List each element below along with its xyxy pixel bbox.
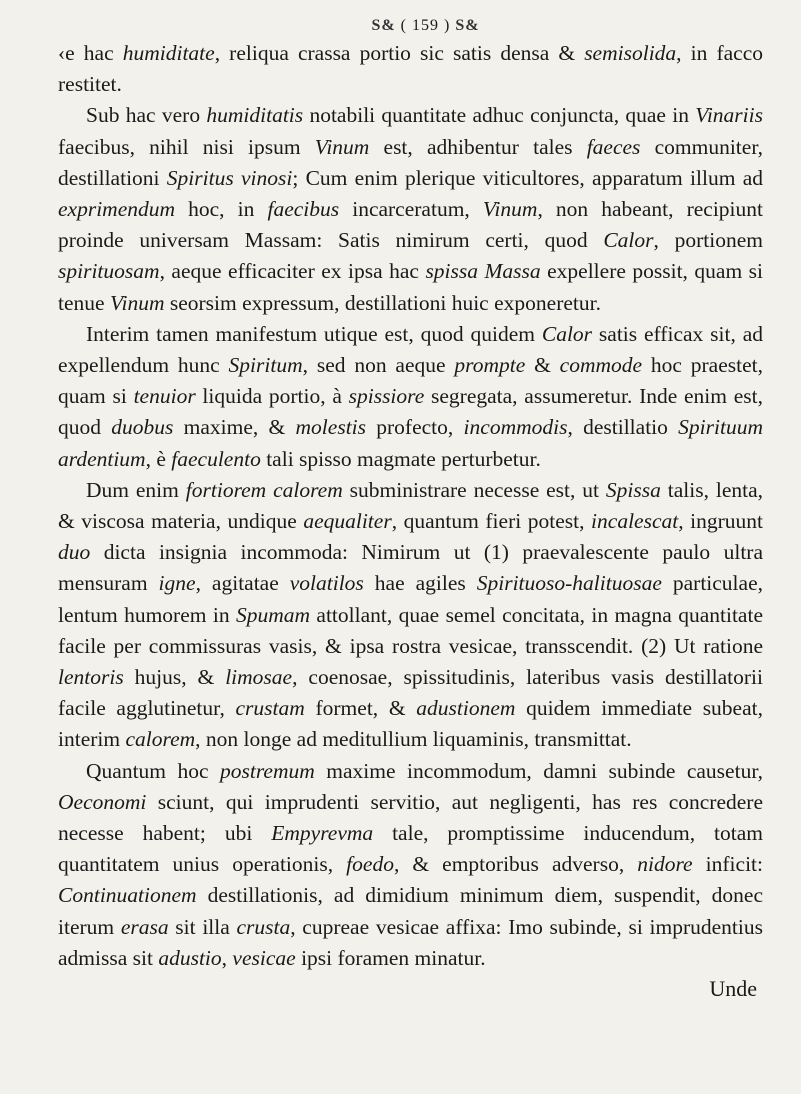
text-run: Dum enim bbox=[86, 477, 186, 502]
text-run: seorsim expressum, destillationi huic exponeretur. bbox=[164, 290, 601, 315]
italic-term: Calor bbox=[603, 228, 654, 253]
header-ornament-left: S& bbox=[371, 17, 396, 34]
italic-term: lentoris bbox=[58, 665, 124, 690]
text-run: tale, promptissime inducendum, totam quantitatem unius operationis, bbox=[58, 821, 763, 877]
text-run: , quantum fieri potest, bbox=[391, 509, 592, 534]
text-run: notabili quantitate adhuc conjuncta, quae in bbox=[303, 103, 696, 128]
text-run: destillationis, ad dimidium minimum diem, suspendit, donec iterum bbox=[58, 883, 763, 939]
italic-term: humiditate bbox=[122, 41, 215, 65]
text-run: profecto, bbox=[366, 415, 464, 440]
italic-term: Vinum bbox=[314, 134, 370, 159]
italic-term: molestis bbox=[295, 415, 367, 440]
text-run: , & emptoribus adverso, bbox=[393, 852, 638, 877]
italic-term: Spirituoso-halituosae bbox=[476, 571, 662, 596]
italic-term: Spirituum ardentium bbox=[58, 415, 763, 471]
italic-term: humiditatis bbox=[206, 103, 304, 128]
paragraph bbox=[58, 38, 763, 100]
italic-term: Spiritus vinosi bbox=[166, 165, 293, 190]
text-run: maxime, & bbox=[173, 415, 296, 440]
text-run: segregata, assumeretur. Inde enim est, quod bbox=[58, 384, 763, 440]
text-run: formet, & bbox=[304, 696, 417, 721]
italic-term: exprimendum bbox=[58, 197, 176, 222]
italic-term: igne bbox=[158, 571, 196, 596]
body-text bbox=[58, 38, 763, 974]
italic-term: Vinum bbox=[109, 290, 165, 315]
text-run: communiter, destillationi bbox=[58, 134, 763, 190]
text-run: , in facco restitet. bbox=[58, 41, 763, 97]
italic-term: calorem bbox=[125, 727, 196, 752]
text-run: , sed non aeque bbox=[302, 353, 455, 378]
text-run: , non longe ad meditullium liquaminis, transmittat. bbox=[195, 727, 632, 752]
text-run: hoc, in bbox=[175, 197, 268, 222]
page-header bbox=[88, 14, 763, 38]
italic-term: Calor bbox=[541, 321, 593, 346]
italic-term: spissa Massa bbox=[425, 259, 541, 284]
text-run: incarceratum, bbox=[339, 197, 483, 222]
text-run: Quantum hoc bbox=[86, 758, 221, 783]
italic-term: commode bbox=[559, 353, 643, 378]
text-run: , portionem bbox=[653, 228, 763, 253]
italic-term: crusta bbox=[236, 914, 291, 939]
text-run: faecibus, nihil nisi ipsum bbox=[58, 134, 315, 159]
catchword: Unde bbox=[709, 976, 757, 1002]
text-run: sciunt, qui imprudenti servitio, aut negligenti, has res concredere necesse habent; ubi bbox=[58, 789, 763, 846]
text-run: liquida portio, à bbox=[195, 384, 349, 409]
italic-term: volatilos bbox=[289, 571, 364, 596]
text-run: quidem immediate subeat, interim bbox=[58, 696, 763, 752]
text-run: hujus, & bbox=[123, 665, 226, 690]
italic-term: prompte bbox=[454, 353, 526, 378]
italic-term: incommodis bbox=[463, 415, 568, 440]
text-run: , bbox=[221, 945, 233, 970]
italic-term: adustionem bbox=[416, 696, 516, 721]
text-run: hoc praestet, quam si bbox=[58, 353, 763, 409]
text-run: , non habeant, recipiunt proinde universam Massam: Satis nimirum certi, quod bbox=[58, 197, 763, 253]
text-run: Sub hac vero bbox=[86, 103, 207, 128]
italic-term: Vinariis bbox=[695, 103, 763, 128]
italic-term: faecibus bbox=[267, 197, 340, 222]
italic-term: incalescat bbox=[591, 509, 679, 534]
italic-term: Vinum bbox=[482, 197, 538, 222]
text-run: , aeque efficaciter ex ipsa hac bbox=[159, 259, 426, 284]
page-number: ( 159 ) bbox=[400, 17, 451, 34]
text-run: maxime incommodum, damni subinde causetur, bbox=[314, 758, 763, 783]
italic-term: faeculento bbox=[171, 446, 261, 471]
text-run: , cupreae vesicae affixa: Imo subinde, si imprudentius admissa sit bbox=[58, 914, 764, 970]
text-run: attollant, quae semel concitata, in magna quantitate facile per commissuras vasis, & ipsa rostra vesicae, transscendit. (2) Ut ratione bbox=[58, 602, 763, 658]
text-run: ipsi foramen minatur. bbox=[295, 945, 486, 970]
italic-term: erasa bbox=[120, 914, 169, 939]
italic-term: nidore bbox=[637, 852, 693, 877]
header-ornament-right: S& bbox=[455, 17, 480, 34]
italic-term: vesicae bbox=[232, 945, 296, 970]
italic-term: postremum bbox=[220, 758, 315, 783]
text-run: ; Cum enim plerique viticultores, apparatum illum ad bbox=[292, 165, 763, 190]
text-run: Interim tamen manifestum utique est, quod quidem bbox=[86, 321, 542, 346]
italic-term: crustam bbox=[235, 696, 305, 721]
italic-term: spirituosam bbox=[58, 259, 160, 284]
text-run: , è bbox=[145, 446, 172, 471]
paragraph bbox=[58, 100, 763, 318]
text-run: dicta insignia incommoda: Nimirum ut (1) praevalescente paulo ultra mensuram bbox=[58, 540, 763, 596]
italic-term: limosae bbox=[225, 665, 293, 690]
italic-term: aequaliter bbox=[303, 509, 392, 534]
italic-term: duo bbox=[58, 540, 91, 565]
text-run: & bbox=[525, 353, 560, 378]
italic-term: duobus bbox=[111, 415, 174, 440]
italic-term: foedo bbox=[346, 852, 394, 877]
text-run: particulae, lentum humorem in bbox=[58, 571, 763, 627]
paragraph bbox=[58, 319, 763, 475]
text-run: expellere possit, quam si tenue bbox=[58, 259, 763, 315]
text-run: , destillatio bbox=[567, 415, 679, 440]
italic-term: Spiritum bbox=[228, 353, 303, 378]
italic-term: spissiore bbox=[348, 384, 425, 409]
italic-term: Empyrevma bbox=[271, 821, 374, 846]
text-run: ‹e hac bbox=[58, 41, 123, 65]
text-run: , coenosae, spissitudinis, lateribus vasis destillatorii facile agglutinetur, bbox=[58, 665, 763, 721]
text-run: inficit: bbox=[692, 852, 763, 877]
text-run: , ingruunt bbox=[678, 509, 763, 534]
italic-term: fortiorem calorem bbox=[185, 477, 343, 502]
text-run: sit illa bbox=[168, 914, 237, 939]
text-run: subministrare necesse est, ut bbox=[342, 477, 606, 502]
text-run: est, adhibentur tales bbox=[369, 134, 587, 159]
text-run: tali spisso magmate perturbetur. bbox=[260, 446, 541, 471]
text-run: talis, lenta, & viscosa materia, undique bbox=[58, 477, 763, 534]
italic-term: Spumam bbox=[235, 602, 311, 627]
text-run: , agitatae bbox=[195, 571, 290, 596]
italic-term: Oeconomi bbox=[58, 789, 147, 814]
italic-term: faeces bbox=[586, 134, 641, 159]
paragraph bbox=[58, 475, 763, 756]
text-run: hae agiles bbox=[363, 571, 477, 596]
italic-term: tenuior bbox=[133, 384, 196, 409]
italic-term: Spissa bbox=[605, 477, 661, 502]
italic-term: semisolida bbox=[584, 41, 677, 65]
paragraph bbox=[58, 756, 763, 974]
italic-term: adustio bbox=[158, 945, 222, 970]
italic-term: Continuationem bbox=[58, 883, 197, 908]
text-run: , reliqua crassa portio sic satis densa & bbox=[214, 41, 585, 65]
text-run: satis efficax sit, ad expellendum hunc bbox=[58, 321, 763, 378]
